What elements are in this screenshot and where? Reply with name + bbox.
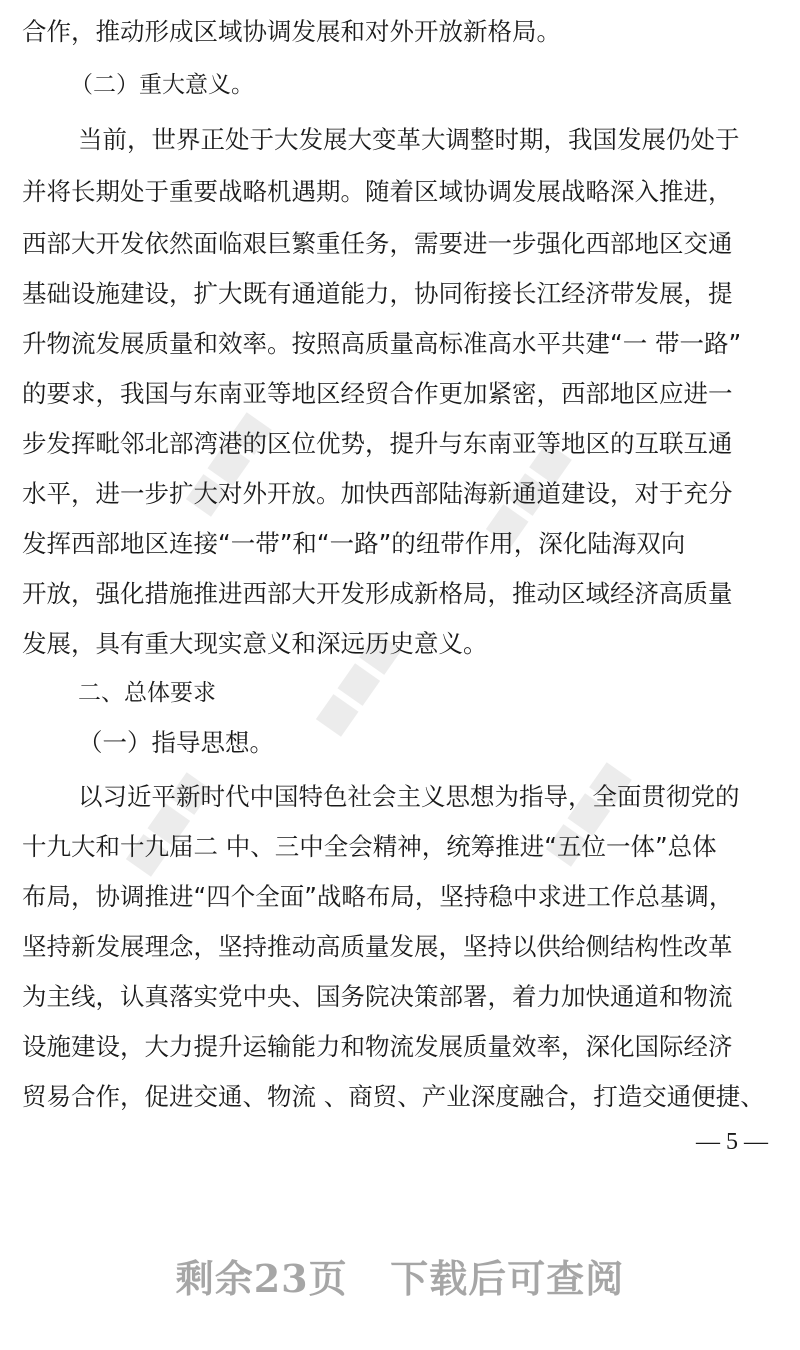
body-text-line: 西部大开发依然面临艰巨繁重任务，需要进一步强化西部地区交通 (22, 229, 733, 258)
body-text-line: 开放，强化措施推进西部大开发形成新格局，推动区域经济高质量 (22, 579, 733, 608)
body-text-line: 为主线，认真落实党中央、国务院决策部署，着力加快通道和物流 (22, 982, 733, 1011)
watermark-mark: ■■■ (175, 403, 279, 523)
subheading: （一）指导思想。 (78, 728, 274, 757)
body-text-line: 水平，进一步扩大对外开放。加快西部陆海新通道建设，对于充分 (22, 479, 733, 508)
section-heading: 二、总体要求 (78, 680, 216, 706)
subheading: （二）重大意义。 (70, 72, 254, 98)
body-text-line: 合作，推动形成区域协调发展和对外开放新格局。 (22, 17, 561, 46)
body-text-line: 基础设施建设，扩大既有通道能力，协同衔接长江经济带发展，提 (22, 279, 733, 308)
watermark-mark: ■■■ (305, 623, 409, 743)
body-text-line: 升物流发展质量和效率。按照高质量高标准高水平共建“一 带一路” (22, 329, 742, 358)
body-text-line: 并将长期处于重要战略机遇期。随着区域协调发展战略深入推进， (22, 177, 733, 206)
body-text-line: 布局，协调推进“四个全面”战略布局，坚持稳中求进工作总基调， (22, 882, 734, 911)
download-footer (0, 1180, 800, 1350)
body-text-line: 当前，世界正处于大发展大变革大调整时期，我国发展仍处于 (78, 125, 740, 154)
watermark-mark: ■■■ (115, 763, 219, 883)
remaining-pages-notice[interactable]: 剩余23页 下载后可查阅 (175, 1256, 625, 1301)
body-text-line: 十九大和十九届二 中、三中全会精神，统筹推进“五位一体”总体 (22, 832, 717, 861)
watermark-mark: ■■■ (475, 433, 579, 553)
body-text-line: 步发挥毗邻北部湾港的区位优势，提升与东南亚等地区的互联互通 (22, 429, 733, 458)
body-text-line: 发挥西部地区连接“一带”和“一路”的纽带作用，深化陆海双向 (22, 529, 686, 558)
body-text-line: 发展，具有重大现实意义和深远历史意义。 (22, 629, 488, 658)
watermark-mark: ■■■ (535, 753, 639, 873)
body-text-line: 坚持新发展理念，坚持推动高质量发展，坚持以供给侧结构性改革 (22, 932, 733, 961)
body-text-line: 设施建设，大力提升运输能力和物流发展质量效率，深化国际经济 (22, 1032, 733, 1061)
body-text-line: 以习近平新时代中国特色社会主义思想为指导，全面贯彻党的 (78, 782, 740, 811)
body-text-line: 贸易合作，促进交通、物流 、商贸、产业深度融合，打造交通便捷、 (22, 1082, 765, 1111)
page-number: — 5 — (696, 1129, 768, 1155)
body-text-line: 的要求，我国与东南亚等地区经贸合作更加紧密，西部地区应进一 (22, 379, 733, 408)
